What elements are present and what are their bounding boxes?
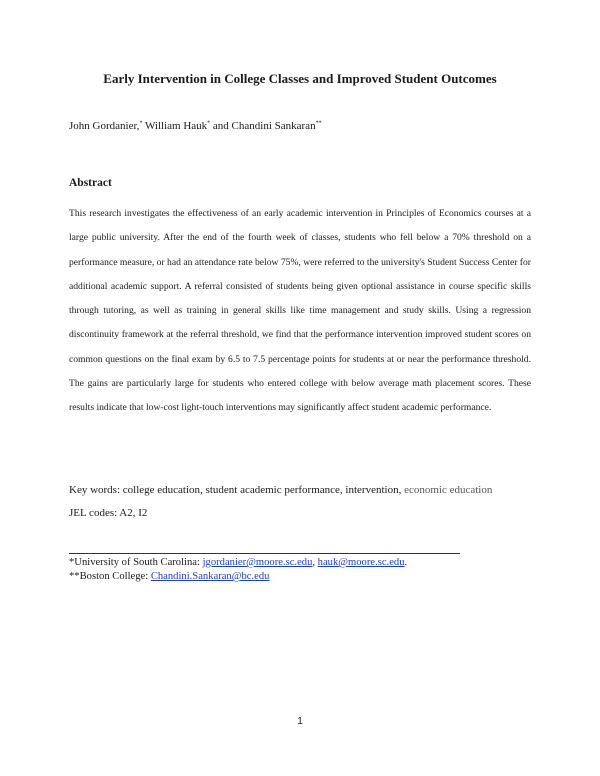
footnote-separator: , [312, 557, 318, 568]
footnote-period: . [404, 557, 408, 568]
author-affiliation-mark: * [207, 120, 211, 127]
footnote-affiliation: *University of South Carolina: [69, 557, 203, 568]
abstract-text: This research investigates the effectiveness of an early academic intervention in Principles of Economics courses at a large public university. After the end of the fourth week of classes, students who fell below a 70% threshold on a performance measure, or had an attendance rate below 75%, were referred to the university's Student Success Center for additional academic support. A referral consisted of students being given optional assistance in course specific skills through tutoring, as well as training in general skills like time management and study skills. Using a regression discontinuity framework at the referral threshold, we find that the performance intervention improved student scores on common questions on the final exam by 6.5 to 7.5 percentage points for students at or near the performance threshold. The gains are particularly large for students who entered college with below average math placement scores. These results indicate that low-cost light-touch interventions may significantly affect student academic performance. [69, 208, 531, 414]
footnote-south-carolina [69, 557, 407, 568]
author-gordanier: John Gordanier, [69, 120, 140, 132]
keywords-line [69, 484, 492, 496]
paper-title: Early Intervention in College Classes and Improved Student Outcomes [103, 71, 497, 86]
page-number: 1 [297, 716, 303, 727]
abstract-heading: Abstract [69, 177, 112, 189]
author-line [69, 120, 322, 132]
author-affiliation-mark: ** [315, 120, 322, 127]
author-hauk: William Hauk [142, 120, 208, 132]
footnote-affiliation: **Boston College: [69, 571, 151, 582]
footnote-divider [69, 553, 460, 554]
email-link-sankaran[interactable]: Chandini.Sankaran@bc.edu [150, 571, 270, 582]
keyword-economic-education: economic education [404, 484, 493, 496]
email-link-gordanier[interactable]: jgordanier@moore.sc.edu [202, 557, 313, 568]
author-affiliation-mark: * [139, 120, 143, 127]
keywords-text: Key words: college education, student academic performance, intervention, [69, 484, 405, 496]
jel-codes: JEL codes: A2, I2 [69, 507, 148, 519]
email-link-hauk[interactable]: hauk@moore.sc.edu [317, 557, 405, 568]
footnote-boston-college [69, 571, 269, 582]
author-sankaran: and Chandini Sankaran [210, 120, 316, 132]
